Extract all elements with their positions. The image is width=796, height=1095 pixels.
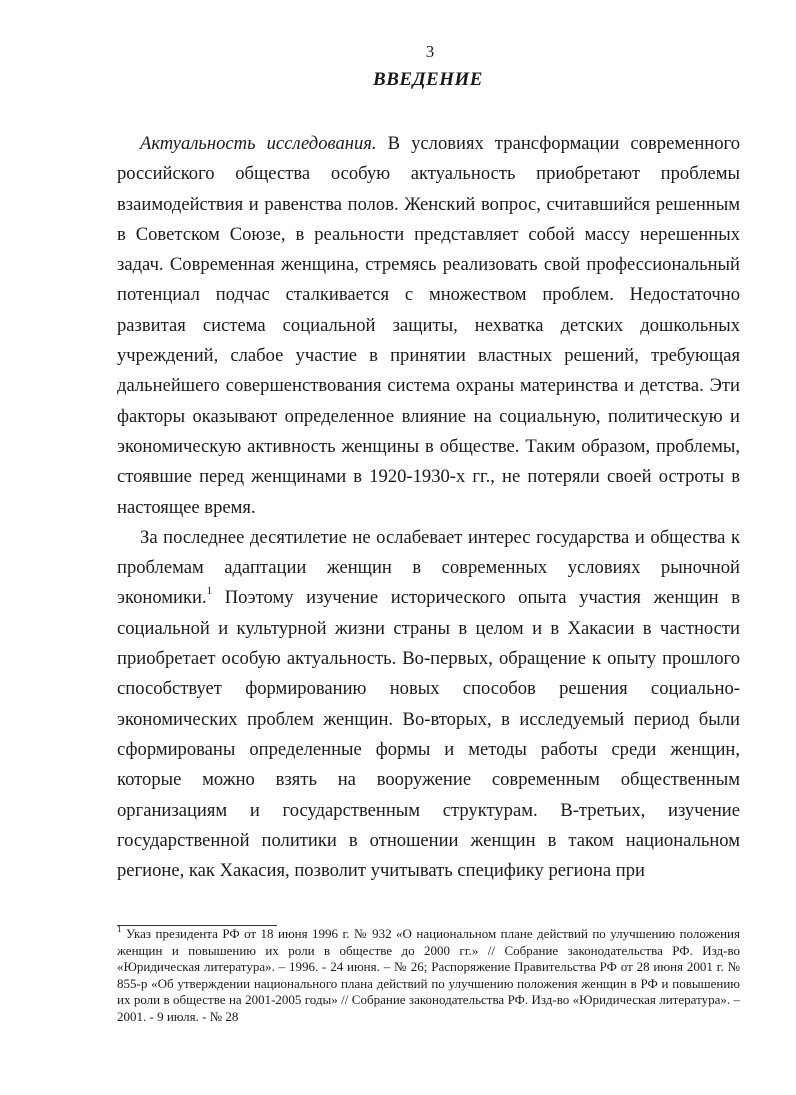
section-heading: ВВЕДЕНИЕ	[373, 69, 483, 90]
footnote-reference[interactable]: 1	[206, 585, 213, 598]
main-text	[117, 129, 740, 886]
paragraph-decade-interest	[117, 523, 740, 887]
paragraph-relevance	[117, 129, 740, 523]
footnote-text: Указ президента РФ от 18 июня 1996 г. № 932 «О национальном плане действий по улучшению положения женщин и повышению их роли в обществе до 2000 гг.» // Собрание законодательства РФ. Изд-во «Юридическая литература». – 1996. - 24 июня. – № 26; Распоряжение Правительства РФ от 28 июня 2001 г. № 855-р «Об утверждении национального плана действий по улучшению положения женщин в РФ и повышению их роли в обществе на 2001-2005 годы» // Собрание законодательства РФ. Изд-во «Юридическая литература». – 2001. - 9 июля. - № 28	[117, 926, 740, 1024]
paragraph-text: В условиях трансформации современного российского общества особую актуальность приобретают проблемы взаимодействия и равенства полов. Женский вопрос, считавшийся решенным в Советском Союзе, в реальности представляет собой массу нерешенных задач. Современная женщина, стремясь реализовать свой профессиональный потенциал подчас сталкивается с множеством проблем. Недостаточно развитая система социальной защиты, нехватка детских дошкольных учреждений, слабое участие в принятии властных решений, требующая дальнейшего совершенствования система охраны материнства и детства. Эти факторы оказывают определенное влияние на социальную, политическую и экономическую активность женщины в обществе. Таким образом, проблемы, стоявшие перед женщинами в 1920-1930-х гг., не потеряли своей остроты в настоящее время.	[117, 133, 740, 518]
paragraph-lead: Актуальность исследования.	[140, 133, 377, 154]
paragraph-text: Поэтому изучение исторического опыта участия женщин в социальной и культурной жизни страны в целом и в Хакасии в частности приобретает особую актуальность. Во-первых, обращение к опыту прошлого способствует формированию новых способов решения социально-экономических проблем женщин. Во-вторых, в исследуемый период были сформированы определенные формы и методы работы среди женщин, которые можно взять на вооружение современным общественным организациям и государственным структурам. В-третьих, изучение государственной политики в отношении женщин в таком национальном регионе, как Хакасия, позволит учитывать специфику региона при	[117, 587, 740, 882]
footnote	[117, 923, 740, 1026]
paragraph-text: За последнее десятилетие не ослабевает интерес государства и общества к проблемам адаптации женщин в современных условиях рыночной экономики.	[117, 526, 740, 609]
footnote-marker: 1	[117, 923, 122, 934]
page-number: 3	[425, 42, 435, 61]
